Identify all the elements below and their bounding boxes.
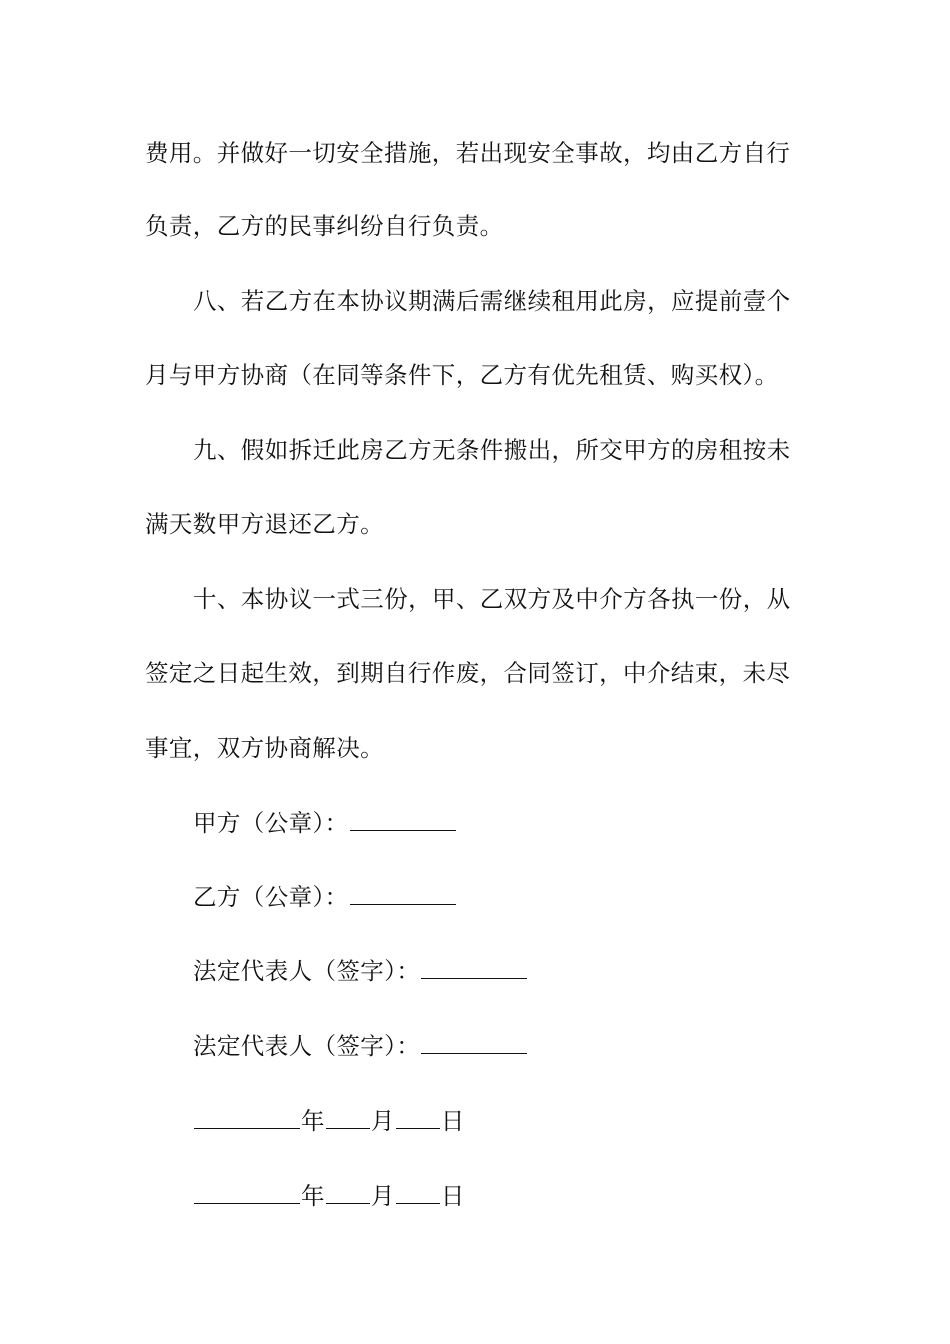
- month-label: 月: [370, 1182, 395, 1210]
- clause-9-line-2: 满天数甲方退还乙方。: [145, 510, 384, 538]
- month-blank[interactable]: [326, 1181, 370, 1204]
- legal-rep-2-label: 法定代表人（签字）：: [193, 1032, 421, 1060]
- date-line-2: [193, 1181, 853, 1211]
- day-blank[interactable]: [396, 1106, 440, 1129]
- party-a-seal-blank[interactable]: [350, 808, 456, 831]
- year-label: 年: [301, 1182, 325, 1210]
- year-blank[interactable]: [194, 1181, 300, 1204]
- party-b-signature-line: [193, 882, 853, 912]
- year-blank[interactable]: [194, 1106, 300, 1129]
- month-label: 月: [370, 1107, 395, 1135]
- clause-8-line-1: 八、若乙方在本协议期满后需继续租用此房，应提前壹个: [193, 287, 791, 315]
- party-b-label: 乙方（公章）：: [193, 883, 349, 911]
- clause-8-line-2: 月与甲方协商（在同等条件下，乙方有优先租赁、购买权）。: [145, 361, 779, 389]
- day-label: 日: [440, 1107, 465, 1135]
- day-blank[interactable]: [396, 1181, 440, 1204]
- legal-rep-2-signature-line: [193, 1031, 853, 1061]
- paragraph-7-line-1: 费用。并做好一切安全措施，若出现安全事故，均由乙方自行: [145, 139, 791, 167]
- clause-10-line-1: 十、本协议一式三份，甲、乙双方及中介方各执一份，从: [193, 585, 791, 613]
- party-a-signature-line: [193, 808, 853, 838]
- month-blank[interactable]: [326, 1106, 370, 1129]
- clause-10-line-3: 事宜，双方协商解决。: [145, 734, 384, 762]
- party-a-label: 甲方（公章）：: [193, 809, 349, 837]
- clause-10-line-2: 签定之日起生效，到期自行作废，合同签订，中介结束，未尽: [145, 659, 791, 687]
- year-label: 年: [301, 1107, 325, 1135]
- legal-rep-2-signature-blank[interactable]: [421, 1031, 527, 1054]
- date-line-1: [193, 1106, 853, 1136]
- legal-rep-1-signature-line: [193, 956, 853, 986]
- clause-9-line-1: 九、假如拆迁此房乙方无条件搬出，所交甲方的房租按未: [193, 436, 791, 464]
- party-b-seal-blank[interactable]: [350, 882, 456, 905]
- paragraph-7-line-2: 负责，乙方的民事纠纷自行负责。: [145, 212, 504, 240]
- legal-rep-1-signature-blank[interactable]: [421, 956, 527, 979]
- legal-rep-1-label: 法定代表人（签字）：: [193, 957, 421, 985]
- day-label: 日: [440, 1182, 465, 1210]
